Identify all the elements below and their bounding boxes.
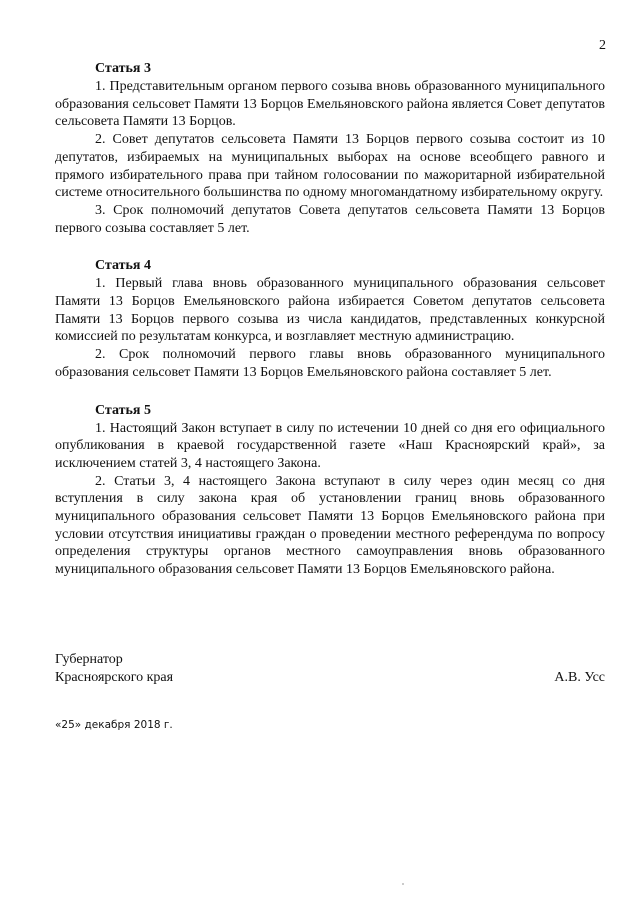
article-4 — [55, 257, 605, 381]
article-paragraph: 2. Статьи 3, 4 настоящего Закона вступают в силу через один месяц со дня вступления в силу закона края об установлении границ вновь образованного муниципального образования сельсовет Памяти 13 Борцов Емельяновского района при условии отсутствия инициативы граждан о проведении местного референдума по вопросу определения структуры органов местного самоуправления вновь образованного муниципального образования сельсовет Памяти 13 Борцов Емельяновского района. — [55, 473, 605, 578]
page-number: 2 — [599, 38, 606, 53]
article-paragraph: 1. Первый глава вновь образованного муниципального образования сельсовет Памяти 13 Борцов Емельяновского района избирается Советом депутатов сельсовета Памяти 13 Борцов первого созыва из числа кандидатов, представленных конкурсной комиссией по результатам конкурса, и возглавляет местную администрацию. — [55, 276, 605, 345]
article-title: Статья 3 — [95, 61, 151, 76]
article-title: Статья 4 — [95, 258, 151, 274]
signatory-position: Губернатор — [55, 652, 123, 667]
scan-artifact — [402, 883, 404, 885]
signatory-position-region: Красноярского края — [55, 670, 174, 685]
article-paragraph: 2. Срок полномочий первого главы вновь образованного муниципального образования сельсовет Памяти 13 Борцов Емельяновского района составляет 5 лет. — [55, 347, 605, 380]
signatory-name: А.В. Усс — [554, 670, 605, 685]
article-3 — [55, 60, 605, 237]
article-paragraph: 1. Настоящий Закон вступает в силу по истечении 10 дней со дня его официального опубликования в краевой государственной газете «Наш Красноярский край», за исключением статей 3, 4 настоящего Закона. — [55, 420, 605, 471]
signature-block — [55, 651, 605, 687]
article-title: Статья 5 — [95, 402, 151, 418]
article-paragraph: 1. Представительным органом первого созыва вновь образованного муниципального образования сельсовет Памяти 13 Борцов Емельяновского района является Совет депутатов сельсовета Памяти 13 Борцов. — [55, 79, 605, 130]
document-body — [55, 60, 605, 599]
article-paragraph: 3. Срок полномочий депутатов Совета депутатов сельсовета Памяти 13 Борцов первого созыва составляет 5 лет. — [55, 202, 605, 236]
article-5 — [55, 402, 605, 579]
article-paragraph: 2. Совет депутатов сельсовета Памяти 13 Борцов первого созыва состоит из 10 депутатов, избираемых на муниципальных выборах на основе всеобщего равного и прямого избирательного права при тайном голосовании по мажоритарной избирательной системе относительного большинства по одному многомандатному избирательному округу. — [55, 132, 605, 201]
signing-date: «25» декабря 2018 г. — [55, 719, 173, 731]
